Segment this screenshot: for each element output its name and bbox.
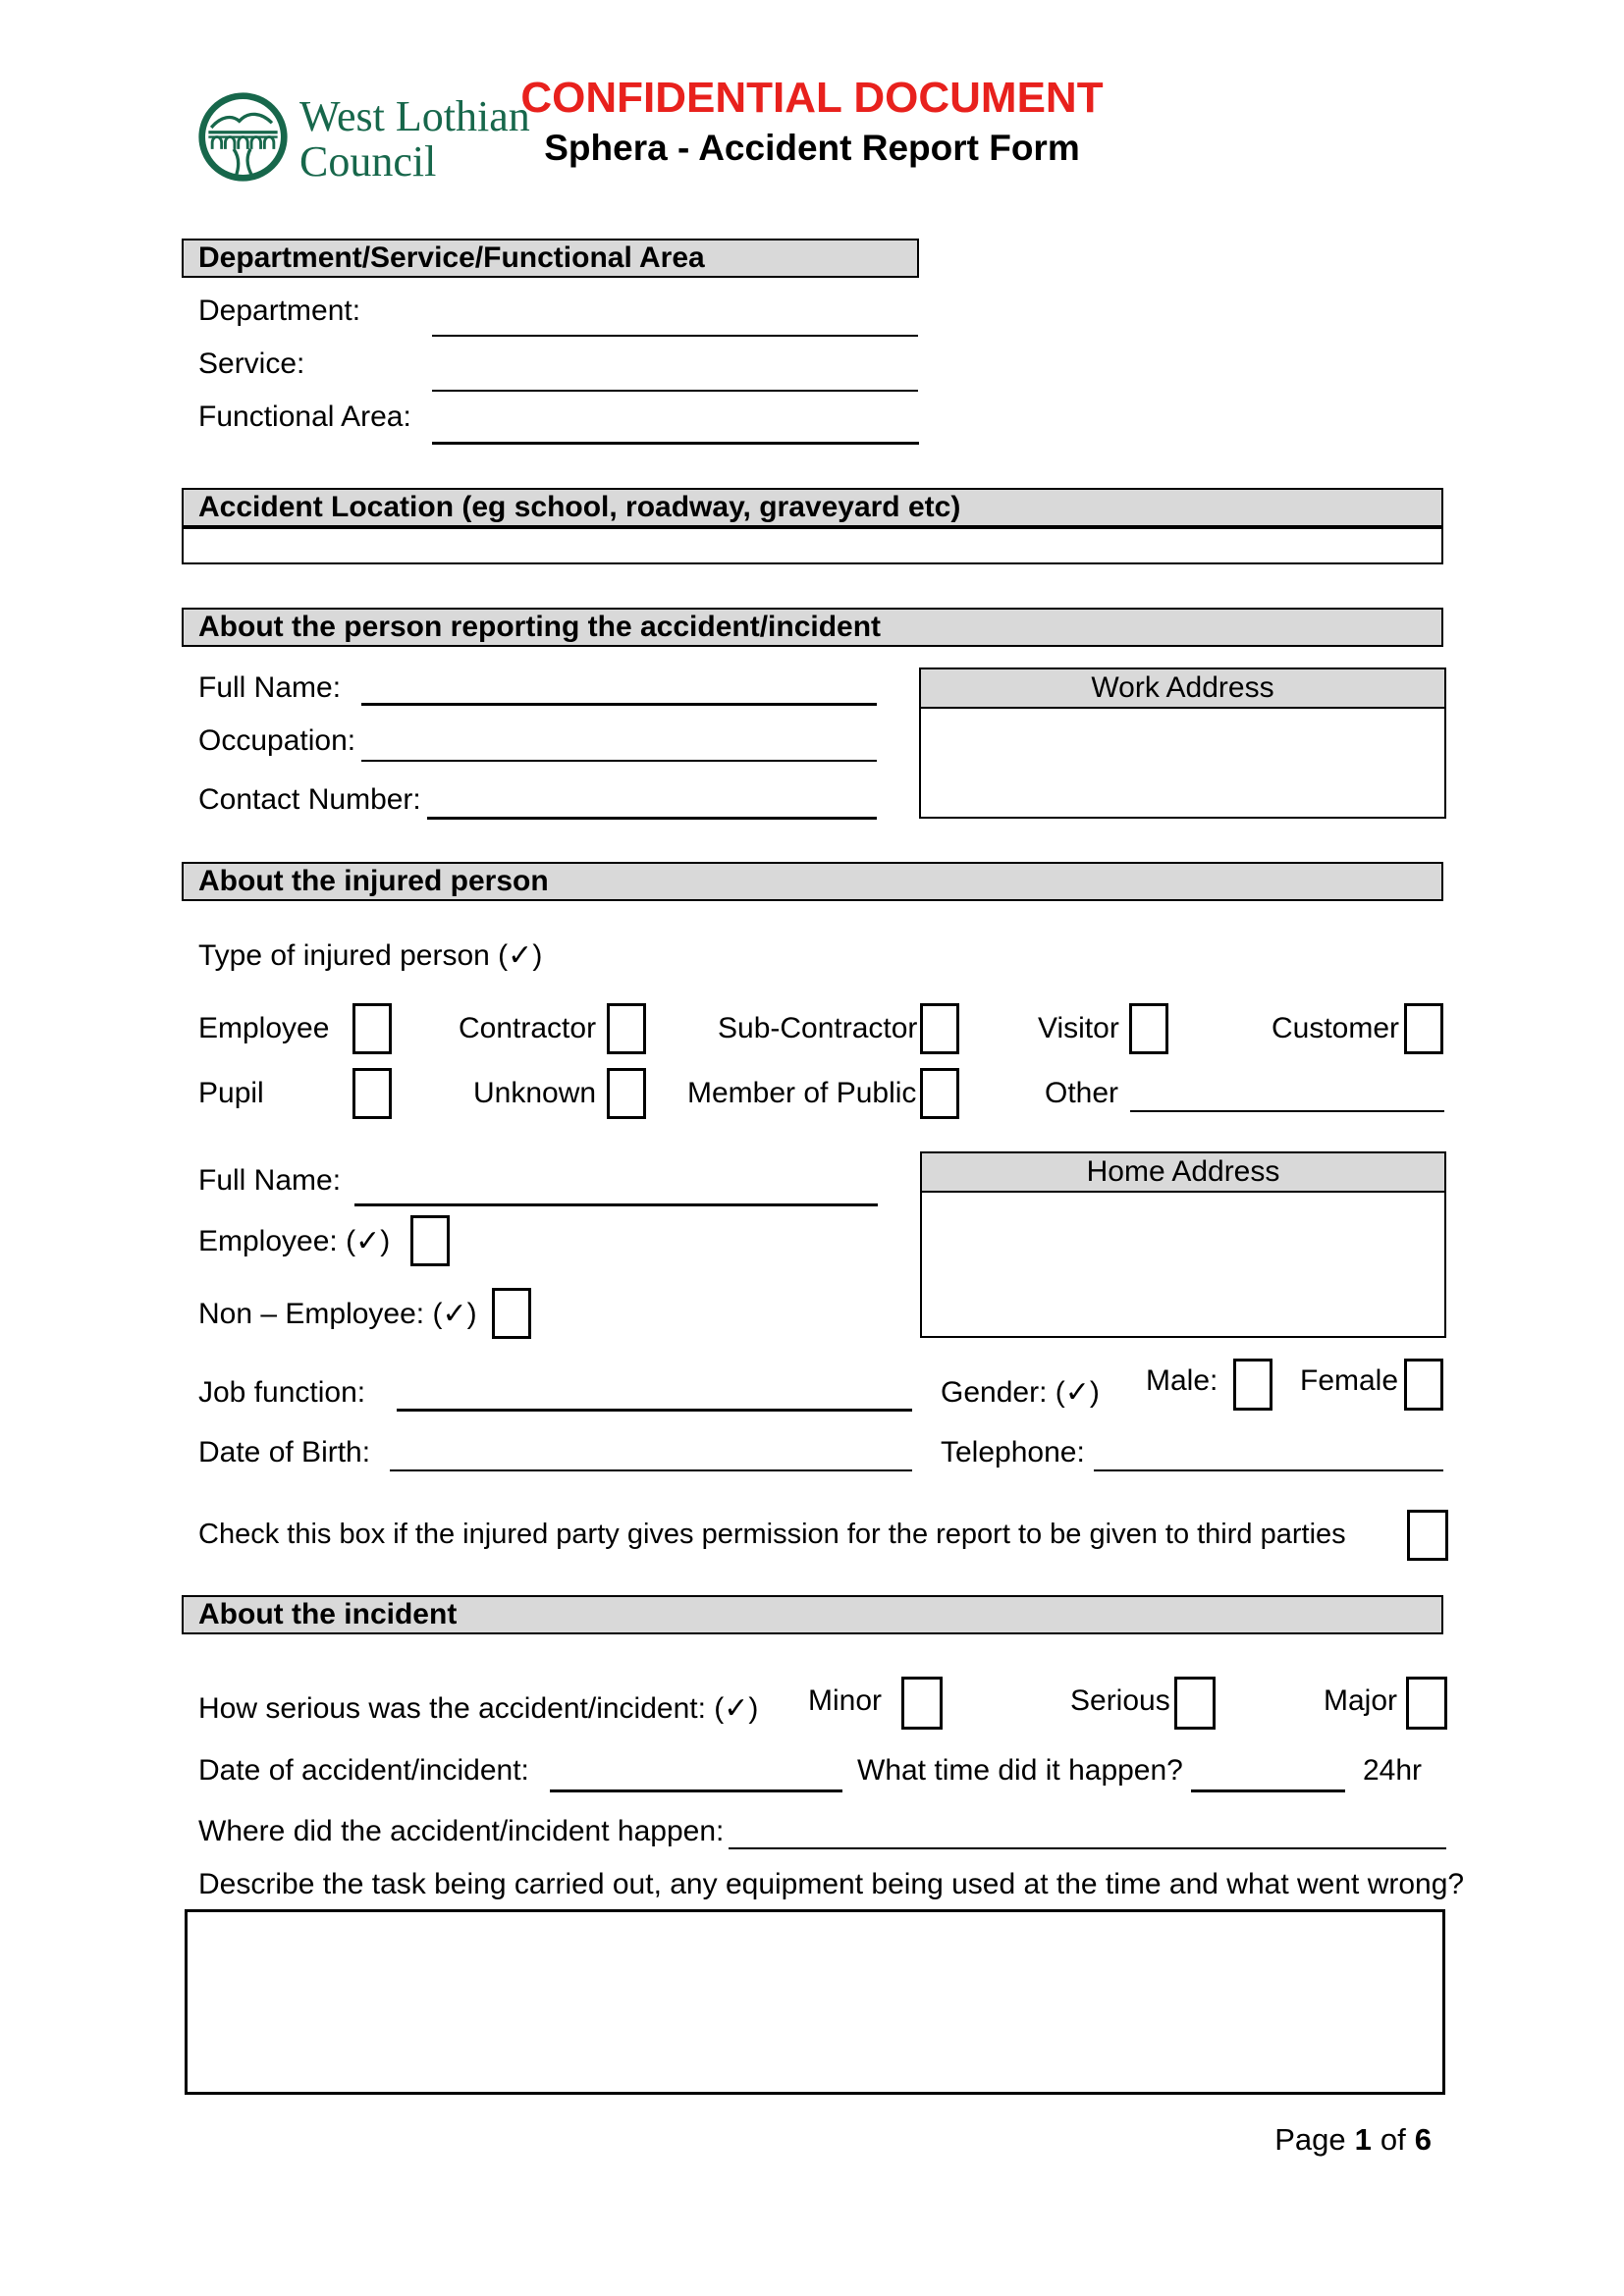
type-option-customer-checkbox[interactable] [1404, 1003, 1443, 1054]
severity-serious-checkbox[interactable] [1174, 1677, 1216, 1730]
type-option-subcontractor-label: Sub-Contractor [718, 1012, 918, 1044]
injured-full-name-label: Full Name: [198, 1164, 342, 1197]
footer-page-number: 1 [1354, 2122, 1372, 2157]
type-option-pupil-label: Pupil [198, 1077, 264, 1109]
injured-full-name-input-line[interactable] [354, 1203, 878, 1206]
date-of-birth-label: Date of Birth: [198, 1436, 371, 1468]
type-option-visitor-checkbox[interactable] [1129, 1003, 1168, 1054]
occupation-input-line[interactable] [361, 760, 877, 762]
severity-major-label: Major [1324, 1684, 1398, 1717]
section-header-location: Accident Location (eg school, roadway, graveyard etc) [182, 488, 1443, 527]
logo-line1: West Lothian [299, 92, 530, 140]
type-option-visitor-label: Visitor [1038, 1012, 1119, 1044]
accident-date-input-line[interactable] [550, 1789, 842, 1792]
third-party-permission-label: Check this box if the injured party gives permission for the report to be given to third parties [198, 1519, 1346, 1550]
female-label: Female [1300, 1364, 1399, 1397]
time-format-label: 24hr [1363, 1754, 1423, 1787]
type-option-unknown-checkbox[interactable] [607, 1068, 646, 1119]
type-option-other-label: Other [1045, 1077, 1119, 1109]
reporter-full-name-label: Full Name: [198, 671, 342, 704]
severity-major-checkbox[interactable] [1406, 1677, 1447, 1730]
footer-page-word: Page [1274, 2122, 1346, 2157]
department-input-line[interactable] [432, 335, 918, 337]
confidential-banner: CONFIDENTIAL DOCUMENT [520, 74, 1104, 122]
injured-type-label: Type of injured person (✓) [198, 939, 543, 972]
type-option-other-input-line[interactable] [1130, 1110, 1444, 1112]
reporter-full-name-input-line[interactable] [361, 703, 877, 706]
date-of-birth-input-line[interactable] [390, 1469, 912, 1471]
type-option-subcontractor-checkbox[interactable] [920, 1003, 959, 1054]
work-address-title: Work Address [921, 669, 1444, 709]
severity-minor-label: Minor [808, 1684, 883, 1717]
job-function-label: Job function: [198, 1376, 366, 1409]
type-option-member-of-public-checkbox[interactable] [920, 1068, 959, 1119]
non-employee-checkbox[interactable] [492, 1288, 531, 1339]
severity-minor-checkbox[interactable] [901, 1677, 943, 1730]
department-label: Department: [198, 294, 361, 327]
work-address-input-area[interactable] [921, 709, 1444, 819]
service-input-line[interactable] [432, 390, 918, 392]
non-employee-check-label: Non – Employee: (✓) [198, 1298, 477, 1330]
gender-label: Gender: (✓) [941, 1376, 1100, 1409]
accident-time-input-line[interactable] [1191, 1789, 1345, 1792]
contact-number-input-line[interactable] [427, 817, 877, 820]
section-header-injured: About the injured person [182, 862, 1443, 901]
severity-serious-label: Serious [1070, 1684, 1170, 1717]
female-checkbox[interactable] [1404, 1359, 1443, 1411]
type-option-employee-label: Employee [198, 1012, 330, 1044]
type-option-pupil-checkbox[interactable] [352, 1068, 392, 1119]
section-header-incident: About the incident [182, 1595, 1443, 1634]
page-number-footer [1274, 2122, 1432, 2158]
accident-time-label: What time did it happen? [857, 1754, 1183, 1787]
telephone-input-line[interactable] [1094, 1469, 1443, 1471]
accident-where-input-line[interactable] [729, 1847, 1446, 1849]
accident-location-input-box[interactable] [182, 527, 1443, 564]
describe-task-label: Describe the task being carried out, any equipment being used at the time and what went wrong? [198, 1868, 1465, 1900]
functional-area-input-line[interactable] [432, 442, 919, 445]
section-header-department: Department/Service/Functional Area [182, 239, 919, 278]
work-address-box [919, 667, 1446, 819]
describe-task-input-box[interactable] [185, 1909, 1445, 2095]
employee-check-label: Employee: (✓) [198, 1225, 391, 1257]
type-option-member-of-public-label: Member of Public [687, 1077, 917, 1109]
severity-question-label: How serious was the accident/incident: (✓) [198, 1692, 759, 1725]
accident-date-label: Date of accident/incident: [198, 1754, 529, 1787]
type-option-contractor-checkbox[interactable] [607, 1003, 646, 1054]
home-address-input-area[interactable] [922, 1193, 1444, 1338]
accident-where-label: Where did the accident/incident happen: [198, 1815, 725, 1847]
male-checkbox[interactable] [1233, 1359, 1272, 1411]
home-address-title: Home Address [922, 1153, 1444, 1193]
male-label: Male: [1146, 1364, 1218, 1397]
third-party-permission-checkbox[interactable] [1407, 1510, 1448, 1561]
page-title: Sphera - Accident Report Form [544, 128, 1080, 168]
logo-line2: Council [299, 137, 437, 187]
type-option-customer-label: Customer [1272, 1012, 1400, 1044]
home-address-box [920, 1151, 1446, 1338]
section-header-reporter: About the person reporting the accident/incident [182, 608, 1443, 647]
type-option-employee-checkbox[interactable] [352, 1003, 392, 1054]
footer-of-word: of [1380, 2122, 1406, 2157]
functional-area-label: Functional Area: [198, 400, 411, 433]
occupation-label: Occupation: [198, 724, 356, 757]
contact-number-label: Contact Number: [198, 783, 421, 816]
type-option-contractor-label: Contractor [459, 1012, 597, 1044]
footer-total-pages: 6 [1414, 2122, 1432, 2157]
service-label: Service: [198, 347, 305, 380]
telephone-label: Telephone: [941, 1436, 1085, 1468]
job-function-input-line[interactable] [397, 1409, 912, 1412]
type-option-unknown-label: Unknown [473, 1077, 597, 1109]
employee-checkbox[interactable] [410, 1215, 450, 1266]
